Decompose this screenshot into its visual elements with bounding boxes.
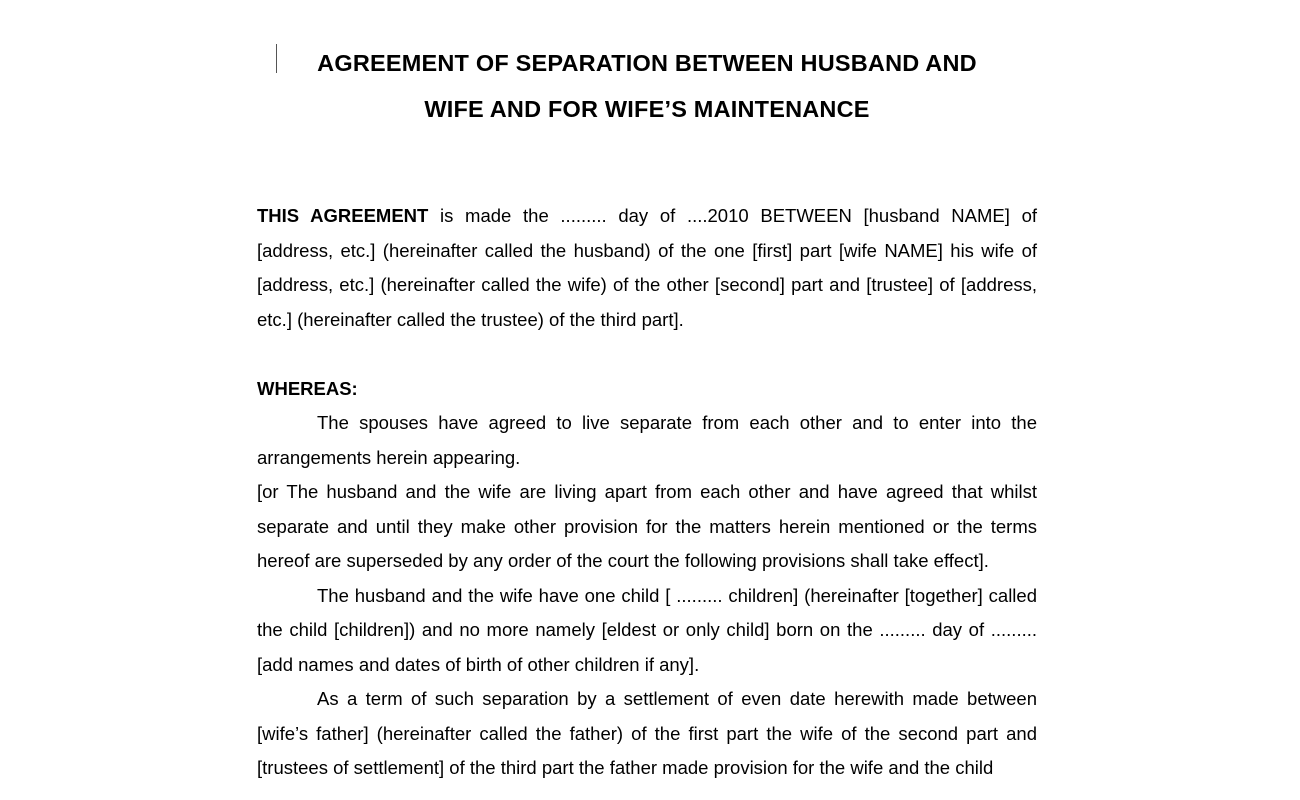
recital-paragraph-1: The spouses have agreed to live separate from each other and to enter into the arrangements herein appearing. <box>257 412 1037 468</box>
intro-text: is made the ......... day of ....2010 BETWEEN [husband NAME] of [address, etc.] (hereinafter called the husband) of the one [first] part [wife NAME] his wife of [address, etc.] (hereinafter called the wife) of the other [second] part and [trustee] of [address, etc.] (hereinafter called the trustee) of the third part]. <box>257 205 1038 330</box>
recital-paragraph-2: [or The husband and the wife are living apart from each other and have agreed that whilst separate and until they make other provision for the matters herein mentioned or the terms hereof are superseded by any order of the court the following provisions shall take effect]. <box>257 481 1037 571</box>
whereas-heading: WHEREAS: <box>257 377 358 399</box>
title-line-1: AGREEMENT OF SEPARATION BETWEEN HUSBAND AND <box>317 50 977 76</box>
intro-lead: THIS AGREEMENT <box>257 205 429 226</box>
document-title <box>257 40 1037 132</box>
document-body <box>257 199 1037 786</box>
recital-paragraph-4: As a term of such separation by a settlement of even date herewith made between [wife’s father] (hereinafter called the father) of the first part the wife of the second part and [trustees of settlement] of the third part the father made provision for the wife and the child <box>257 688 1037 778</box>
paragraph-gap <box>257 337 1037 372</box>
intro-paragraph <box>257 199 1037 337</box>
title-line-2: WIFE AND FOR WIFE’S MAINTENANCE <box>424 96 870 122</box>
recital-paragraph-3: The husband and the wife have one child [ ......... children] (hereinafter [together] called the child [children]) and no more namely [eldest or only child] born on the ......... day of ......... [add names and dates of birth of other children if any]. <box>257 584 1037 675</box>
